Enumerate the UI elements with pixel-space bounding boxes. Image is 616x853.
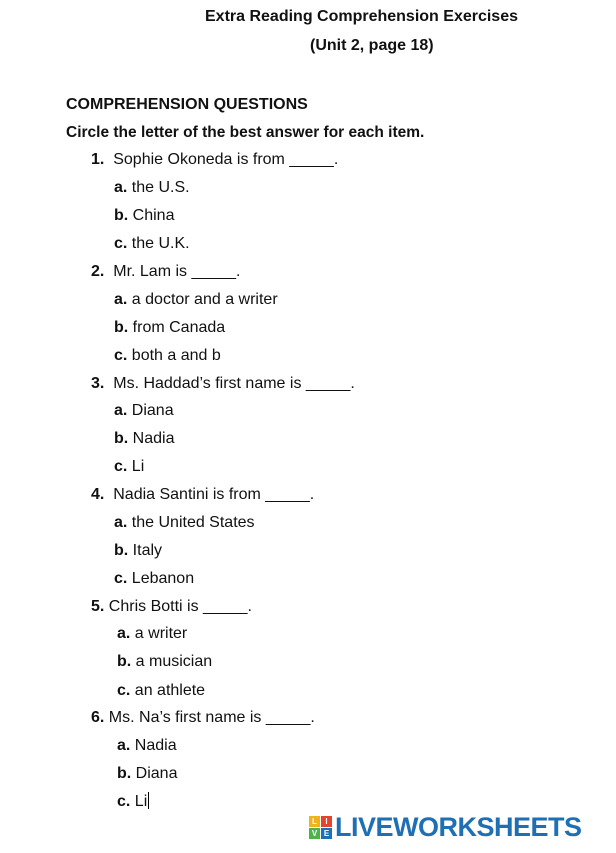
option-letter: b.: [114, 430, 129, 447]
option-text: Diana: [131, 402, 174, 419]
logo-tile: I: [321, 816, 332, 827]
option-letter: c.: [114, 235, 128, 252]
worksheet-subtitle: (Unit 2, page 18): [310, 37, 434, 54]
section-heading: COMPREHENSION QUESTIONS: [66, 96, 308, 113]
option-1a: [114, 179, 190, 197]
option-text: Diana: [135, 765, 178, 782]
question-text: Chris Botti is _____.: [108, 598, 252, 615]
option-letter: a.: [117, 625, 131, 642]
option-text: both a and b: [131, 347, 221, 364]
option-5b: [117, 653, 212, 671]
question-number: 2.: [91, 263, 105, 280]
option-text: Lebanon: [131, 570, 195, 587]
option-text: Italy: [132, 542, 163, 559]
liveworksheets-branding: [309, 812, 582, 843]
answer-field-value[interactable]: [150, 792, 159, 810]
option-letter: a.: [117, 737, 131, 754]
option-6c: [117, 792, 149, 811]
question-number: 1.: [91, 151, 105, 168]
option-4b: [114, 542, 162, 560]
logo-tile: E: [321, 828, 332, 839]
option-letter: c.: [114, 458, 128, 475]
question-text: Sophie Okoneda is from _____.: [113, 151, 339, 168]
option-text: the U.S.: [131, 179, 190, 196]
question-number: 5.: [91, 598, 105, 615]
option-3a: [114, 402, 174, 420]
question-text: Ms. Na’s first name is _____.: [108, 709, 315, 726]
option-3c: [114, 458, 144, 476]
liveworksheets-logo-icon: [309, 816, 332, 839]
option-letter: b.: [117, 765, 132, 782]
option-text: Nadia: [132, 430, 175, 447]
option-2c: [114, 347, 221, 365]
option-text: a musician: [135, 653, 213, 670]
question-3: [91, 375, 355, 393]
option-1b: [114, 207, 174, 225]
option-5c: [117, 682, 205, 700]
option-5a: [117, 625, 187, 643]
option-letter: b.: [114, 542, 129, 559]
option-6a: [117, 737, 177, 755]
option-text: Li: [134, 793, 148, 810]
question-number: 6.: [91, 709, 105, 726]
option-text: a writer: [134, 625, 188, 642]
instruction-text: Circle the letter of the best answer for each item.: [66, 124, 425, 141]
option-letter: c.: [114, 347, 128, 364]
option-6b: [117, 765, 177, 783]
option-text: a doctor and a writer: [131, 291, 278, 308]
option-text: from Canada: [132, 319, 226, 336]
option-4c: [114, 570, 194, 588]
question-text: Mr. Lam is _____.: [113, 263, 241, 280]
option-letter: c.: [114, 570, 128, 587]
question-text: Nadia Santini is from _____.: [113, 486, 315, 503]
question-number: 4.: [91, 486, 105, 503]
question-5: [91, 598, 252, 616]
option-4a: [114, 514, 255, 532]
option-letter: a.: [114, 402, 128, 419]
option-letter: a.: [114, 179, 128, 196]
option-3b: [114, 430, 174, 448]
option-text: China: [132, 207, 175, 224]
option-letter: a.: [114, 514, 128, 531]
option-text: the United States: [131, 514, 255, 531]
question-2: [91, 263, 240, 281]
option-text: Li: [131, 458, 145, 475]
brand-name: LIVEWORKSHEETS: [335, 812, 582, 842]
option-text: an athlete: [134, 682, 206, 699]
option-letter: b.: [114, 207, 129, 224]
option-letter: c.: [117, 793, 131, 810]
option-text: Nadia: [134, 737, 177, 754]
logo-tile: L: [309, 816, 320, 827]
option-letter: a.: [114, 291, 128, 308]
question-4: [91, 486, 314, 504]
question-1: [91, 151, 338, 169]
logo-tile: V: [309, 828, 320, 839]
option-2a: [114, 291, 278, 309]
question-text: Ms. Haddad’s first name is _____.: [113, 375, 355, 392]
option-letter: c.: [117, 682, 131, 699]
question-number: 3.: [91, 375, 105, 392]
option-letter: b.: [114, 319, 129, 336]
option-1c: [114, 235, 190, 253]
option-2b: [114, 319, 225, 337]
question-6: [91, 709, 315, 727]
option-text: the U.K.: [131, 235, 190, 252]
option-letter: b.: [117, 653, 132, 670]
worksheet-title: Extra Reading Comprehension Exercises: [205, 8, 518, 25]
